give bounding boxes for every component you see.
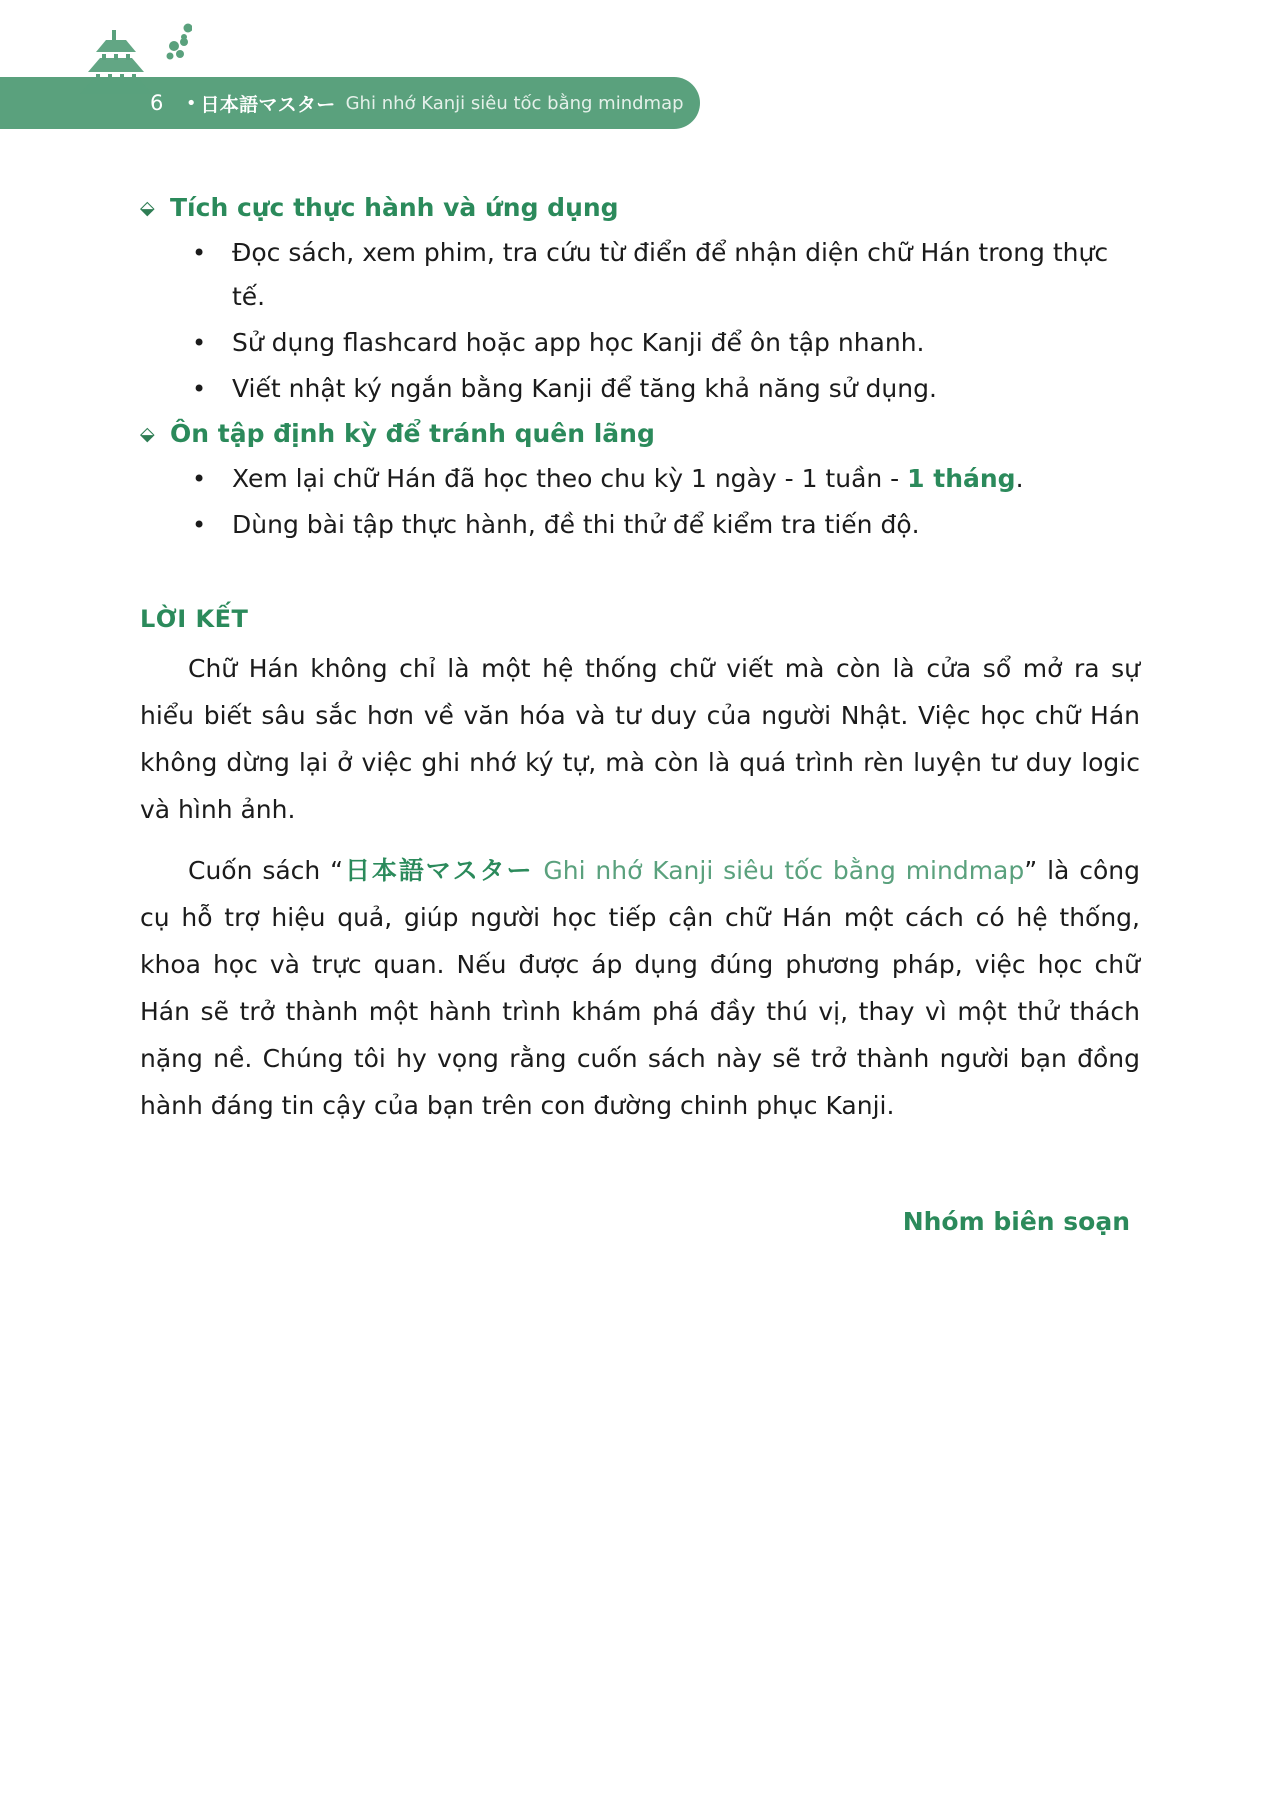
- list-item-highlight: 1 tháng: [907, 464, 1016, 493]
- header-subtitle: Ghi nhớ Kanji siêu tốc bằng mindmap: [345, 92, 684, 114]
- page-content: [140, 185, 1140, 1236]
- page-header: [0, 0, 1275, 160]
- paragraph2-part-a: Cuốn sách “: [188, 856, 344, 885]
- header-title-jp: 日本語マスター: [200, 93, 336, 116]
- diamond-bullet-icon: ⬙: [140, 197, 155, 219]
- section-heading-row-2: [140, 417, 1140, 451]
- conclusion-paragraph-1: Chữ Hán không chỉ là một hệ thống chữ viết mà còn là cửa sổ mở ra sự hiểu biết sâu sắc hơn về văn hóa và tư duy của người Nhật. Việc học chữ Hán không dừng lại ở việc ghi nhớ ký tự, mà còn là quá trình rèn luyện tư duy logic và hình ảnh.: [140, 654, 1140, 824]
- list-item-suffix: .: [1015, 464, 1024, 493]
- paragraph2-title-jp: 日本語マスター: [343, 856, 534, 885]
- paragraph2-part-c: ” là công cụ hỗ trợ hiệu quả, giúp người học tiếp cận chữ Hán một cách có hệ thống, khoa học và trực quan. Nếu được áp dụng đúng phương pháp, việc học chữ Hán sẽ trở thành một hành trình khám phá đầy thú vị, thay vì một thử thách nặng nề. Chúng tôi hy vọng rằng cuốn sách này sẽ trở thành người bạn đồng hành đáng tin cậy của bạn trên con đường chinh phục Kanji.: [140, 856, 1140, 1120]
- list-item-text: Dùng bài tập thực hành, đề thi thử để kiểm tra tiến độ.: [232, 510, 920, 539]
- header-dot: •: [185, 92, 197, 114]
- header-title-group: [150, 88, 684, 118]
- section-heading-1: Tích cực thực hành và ứng dụng: [170, 193, 619, 222]
- list-item-text: Xem lại chữ Hán đã học theo chu kỳ 1 ngày - 1 tuần -: [232, 464, 908, 493]
- paragraph2-title-vi: Ghi nhớ Kanji siêu tốc bằng mindmap: [533, 856, 1025, 885]
- signature: Nhóm biên soạn: [902, 1207, 1130, 1236]
- section-heading-row-1: [140, 191, 1140, 225]
- pagoda-logo: [62, 14, 192, 139]
- list-item: • Viết nhật ký ngắn bằng Kanji để tăng khả năng sử dụng.: [182, 367, 1140, 411]
- list-item: • Đọc sách, xem phim, tra cứu từ điển để nhận diện chữ Hán trong thực tế.: [182, 231, 1140, 319]
- list-item: • Sử dụng flashcard hoặc app học Kanji để ôn tập nhanh.: [182, 321, 1140, 365]
- conclusion-title: LỜI KẾT: [140, 605, 249, 633]
- list-item: [182, 503, 1140, 547]
- list-item: [182, 457, 1140, 501]
- conclusion-paragraph-2: [140, 847, 1140, 1129]
- section-2-list: [140, 457, 1140, 547]
- section-heading-2: Ôn tập định kỳ để tránh quên lãng: [170, 419, 655, 448]
- page-number: 6: [150, 91, 164, 115]
- diamond-bullet-icon: ⬙: [140, 423, 155, 445]
- section-1-list: [140, 231, 1140, 411]
